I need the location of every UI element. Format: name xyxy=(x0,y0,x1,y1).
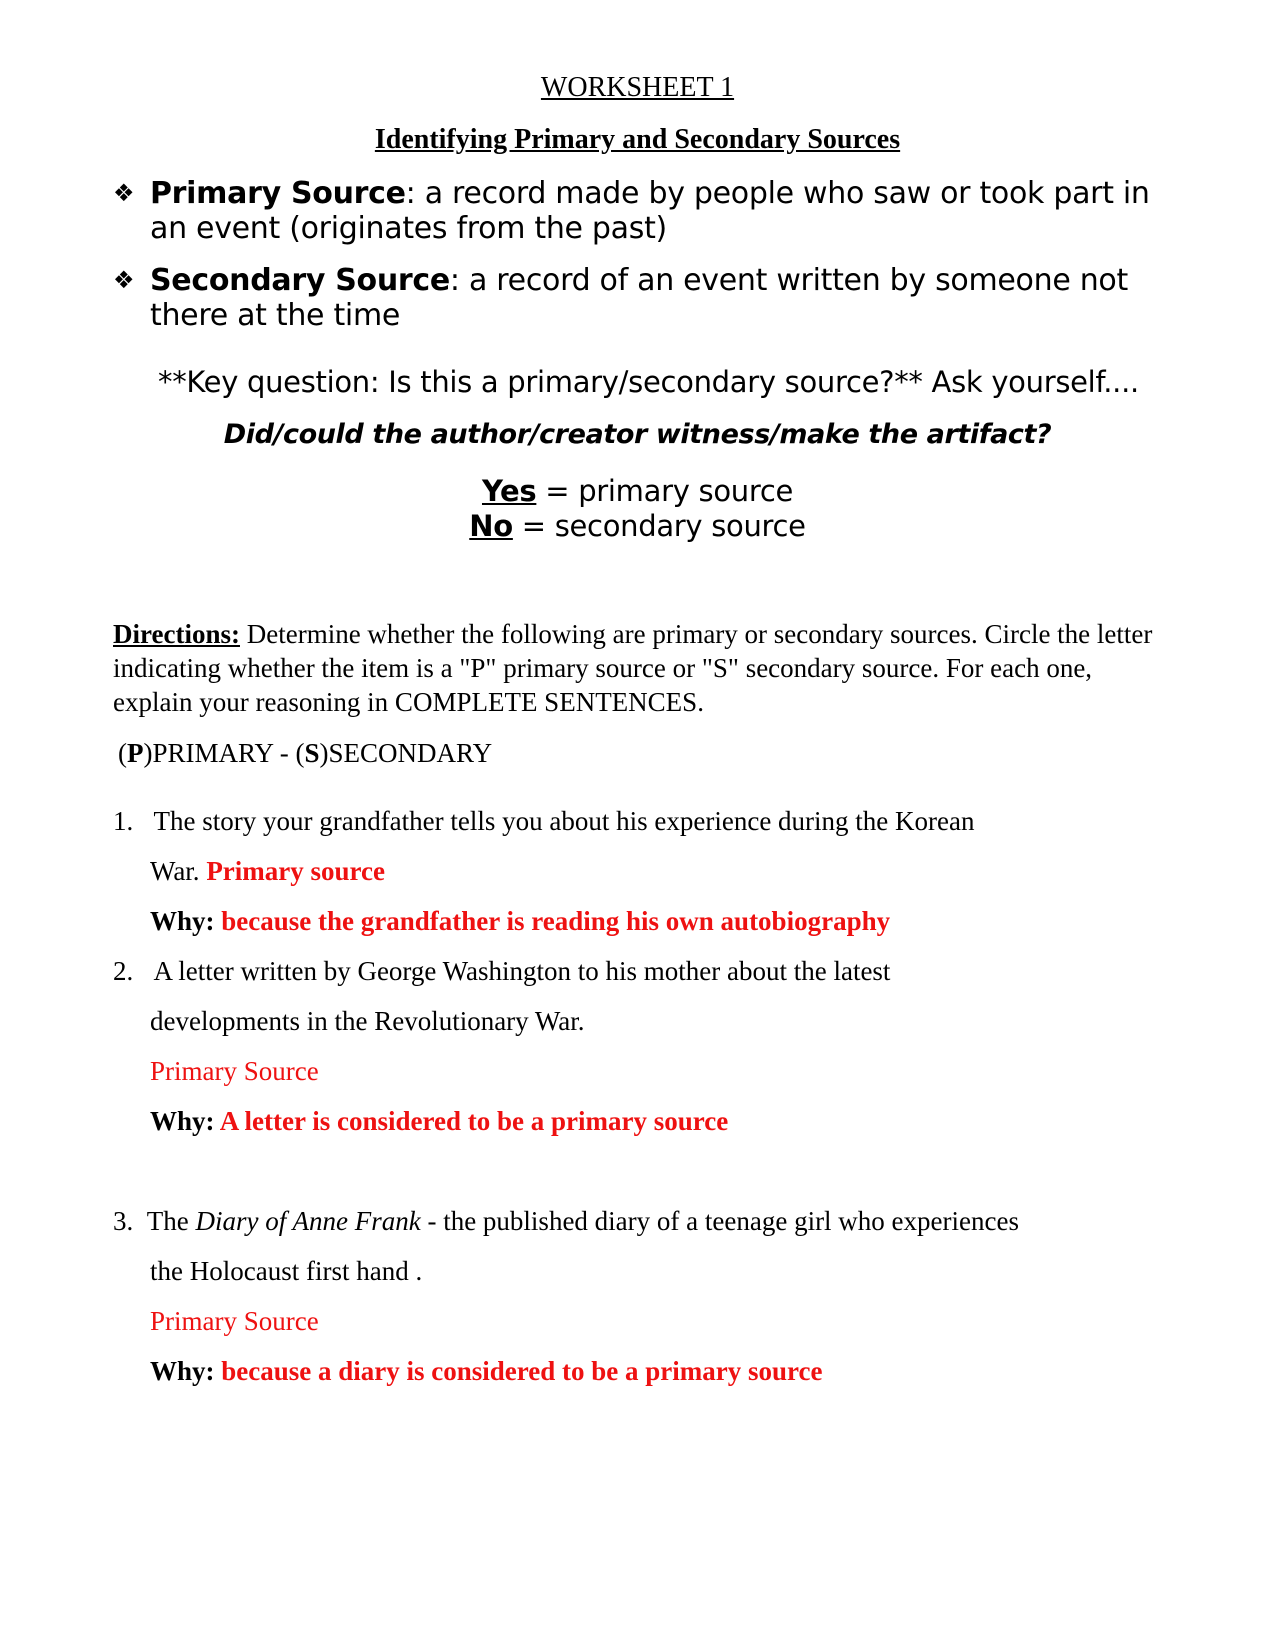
question-text-prefix: The xyxy=(146,1206,196,1236)
why-label: Why: xyxy=(150,1106,220,1136)
question-3-why xyxy=(150,1356,822,1387)
definition-secondary xyxy=(113,263,1183,333)
key-question: **Key question: Is this a primary/secondary source?** Ask yourself.... xyxy=(158,365,1139,399)
diamond-bullet-icon: ❖ xyxy=(113,266,135,294)
primary-secondary-legend xyxy=(118,738,492,769)
directions-text: Determine whether the following are primary or secondary sources. Circle the letter indicating whether the item is a "P" primary source or "S" secondary source. For each one, explain your reasoning in COMPLETE SENTENCES. xyxy=(113,619,1153,717)
legend-primary: )PRIMARY - ( xyxy=(143,738,305,768)
question-1-line2 xyxy=(150,856,385,887)
question-number: 3. xyxy=(113,1206,134,1236)
question-3-answer: Primary Source xyxy=(150,1306,319,1336)
book-title: Diary of Anne Frank xyxy=(195,1206,421,1236)
answer: Primary source xyxy=(206,856,386,886)
question-text: the Holocaust first hand . xyxy=(150,1256,423,1286)
diamond-bullet-icon: ❖ xyxy=(113,179,135,207)
why-answer: because a diary is considered to be a primary source xyxy=(221,1356,823,1386)
question-1-why xyxy=(150,906,890,937)
definition-primary-text: : a record made by people who saw or took part in an event (originates from the past) xyxy=(150,176,1150,246)
term-secondary-source: Secondary Source xyxy=(150,263,450,298)
directions-label: Directions: xyxy=(113,619,240,649)
worksheet-heading: Identifying Primary and Secondary Sources xyxy=(374,124,901,155)
question-number: 2. xyxy=(113,956,134,986)
yes-line xyxy=(0,474,1275,508)
legend-paren: ( xyxy=(118,738,127,768)
no-label: No xyxy=(469,509,513,543)
why-answer: A letter is considered to be a primary source xyxy=(219,1106,729,1136)
question-text-suffix: - the published diary of a teenage girl who experiences xyxy=(420,1206,1019,1236)
did-question: Did/could the author/creator witness/make the artifact? xyxy=(223,419,1052,450)
question-text: developments in the Revolutionary War. xyxy=(150,1006,585,1036)
question-text: The story your grandfather tells you about his experience during the Korean xyxy=(153,806,975,836)
question-2-answer: Primary Source xyxy=(150,1056,319,1086)
question-3 xyxy=(113,1206,1019,1237)
no-line xyxy=(0,509,1275,543)
directions xyxy=(113,617,1173,719)
term-primary-source: Primary Source xyxy=(150,176,406,211)
question-number: 1. xyxy=(113,806,134,836)
yes-label: Yes xyxy=(481,474,537,508)
question-text: A letter written by George Washington to his mother about the latest xyxy=(153,956,891,986)
no-text: = secondary source xyxy=(512,509,806,543)
question-1 xyxy=(113,806,974,837)
why-label: Why: xyxy=(150,1356,222,1386)
legend-secondary: )SECONDARY xyxy=(319,738,493,768)
question-2-why xyxy=(150,1106,728,1137)
why-answer: because the grandfather is reading his own autobiography xyxy=(221,906,891,936)
definition-primary xyxy=(113,176,1183,246)
question-3-line2 xyxy=(150,1256,422,1287)
question-text: War. xyxy=(150,856,207,886)
question-2 xyxy=(113,956,890,987)
legend-p: P xyxy=(127,738,144,768)
yes-text: = primary source xyxy=(536,474,794,508)
definition-secondary-text: : a record of an event written by someone not there at the time xyxy=(150,263,1128,333)
question-2-line2 xyxy=(150,1006,585,1037)
worksheet-title: WORKSHEET 1 xyxy=(540,72,735,103)
why-label: Why: xyxy=(150,906,222,936)
legend-s: S xyxy=(304,738,320,768)
